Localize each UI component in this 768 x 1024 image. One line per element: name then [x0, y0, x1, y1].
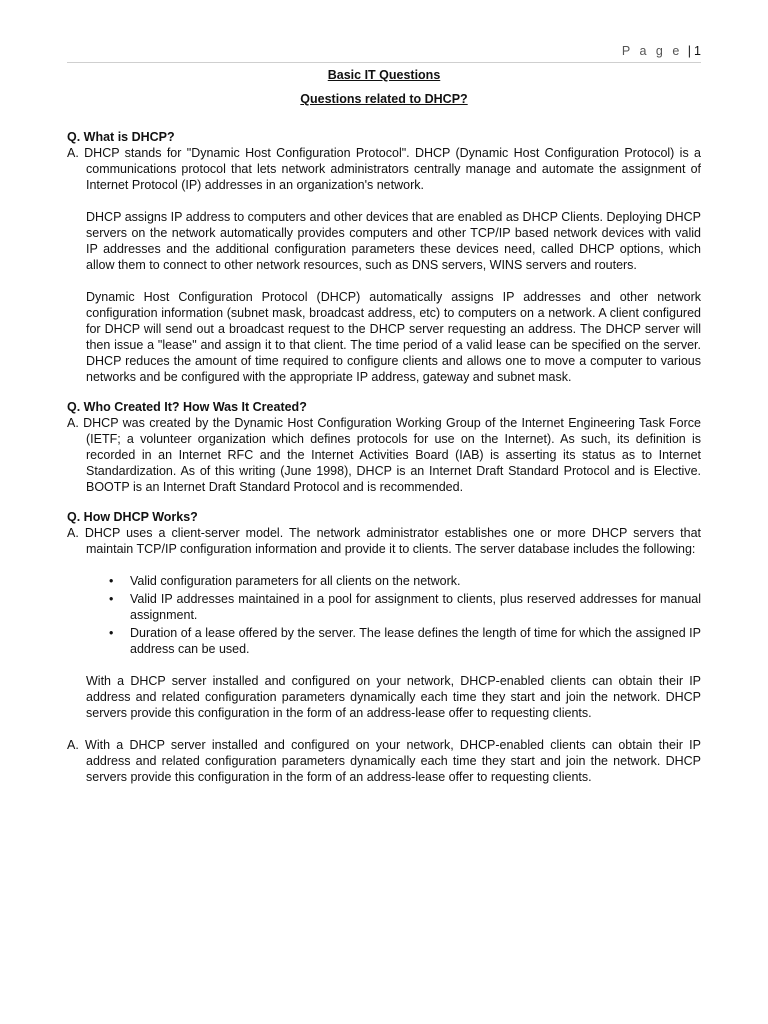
paragraph-dhcp-assigns: DHCP assigns IP address to computers and other devices that are enabled as DHCP Clients. Deploying DHCP servers on the network automatically provides computers and other TCP/IP based network devices with valid IP addresses and the additional configuration parameters these devices need, called DHCP options, which allow them to connect to other network resources, such as DNS servers, WINS servers and routers.: [86, 210, 701, 272]
paragraph-dhcp-server-installed: With a DHCP server installed and configured on your network, DHCP-enabled clients can obtain their IP address and related configuration parameters dynamically each time they start and join the network. DHCP servers provide this configuration in the form of an address-lease offer to requesting clients.: [86, 674, 701, 720]
list-item: [109, 591, 701, 623]
paragraph-dhcp-automatic: Dynamic Host Configuration Protocol (DHCP) automatically assigns IP addresses and other network configuration information (subnet mask, broadcast address, etc) to computers on a network. A client configured for DHCP will send out a broadcast request to the DHCP server requesting an address. The DHCP server will then issue a "lease" and assign it to that client. The time period of a valid lease can be specified on the server. DHCP reduces the amount of time required to configure clients and allows one to move a computer to various networks and be configured with the appropriate IP address, gateway and subnet mask.: [86, 290, 701, 384]
page-label: P a g e: [621, 44, 683, 58]
page-header: [67, 44, 701, 63]
list-item-text: Duration of a lease offered by the server. The lease defines the length of time for which the assigned IP address can be used.: [130, 626, 701, 656]
list-item: [109, 573, 701, 589]
document-body: [67, 67, 701, 785]
document-subtitle: Questions related to DHCP?: [300, 92, 468, 106]
question-how-works: Q. How DHCP Works?: [67, 510, 198, 524]
answer-dhcp-server-installed: A. With a DHCP server installed and configured on your network, DHCP-enabled clients can obtain their IP address and related configuration parameters dynamically each time they start and join the network. DHCP servers provide this configuration in the form of an address-lease offer to requesting clients.: [67, 738, 701, 784]
list-item-text: Valid IP addresses maintained in a pool for assignment to clients, plus reserved addresses for manual assignment.: [130, 592, 701, 622]
answer-who-created: A. DHCP was created by the Dynamic Host Configuration Working Group of the Internet Engineering Task Force (IETF; a volunteer organization which defines protocols for use on the Internet). As such, its definition is recorded in an Internet RFC and the Internet Activities Board (IAB) is asserting its status as to Internet Standardization. As of this writing (June 1998), DHCP is an Internet Draft Standard Protocol and is Elective. BOOTP is an Internet Draft Standard Protocol and is recommended.: [67, 416, 701, 494]
bullet-icon: •: [109, 574, 114, 588]
bullet-icon: •: [109, 592, 114, 606]
answer-what-is-dhcp: A. DHCP stands for "Dynamic Host Configuration Protocol". DHCP (Dynamic Host Configuration Protocol) is a communications protocol that lets network administrators centrally manage and automate the assignment of Internet Protocol (IP) addresses in an organization's network.: [67, 146, 701, 192]
bullet-icon: •: [109, 626, 114, 640]
page-separator: |: [687, 44, 692, 58]
page-number: 1: [694, 44, 701, 58]
list-item: [109, 625, 701, 657]
list-item-text: Valid configuration parameters for all clients on the network.: [130, 574, 461, 588]
question-who-created: Q. Who Created It? How Was It Created?: [67, 400, 307, 414]
answer-how-works: A. DHCP uses a client-server model. The network administrator establishes one or more DHCP servers that maintain TCP/IP configuration information and provide it to clients. The server database includes the following:: [67, 526, 701, 556]
server-database-list: [86, 573, 701, 657]
question-what-is-dhcp: Q. What is DHCP?: [67, 130, 175, 144]
document-title: Basic IT Questions: [327, 68, 441, 82]
